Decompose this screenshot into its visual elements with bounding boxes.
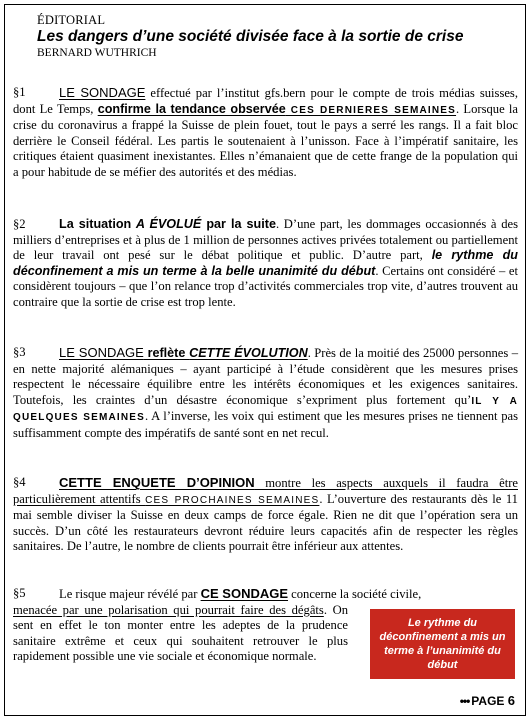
paragraph-number: §1 xyxy=(13,85,26,99)
lead-phrase: par la suite xyxy=(206,217,276,231)
text-run: concerne la société civile, xyxy=(288,587,422,601)
lead-phrase: CE SONDAGE xyxy=(200,586,289,601)
text-run: . D’une part, les dommages occasionnés à des milliers d’entreprises et à plus de 1 million de personnes actives privées totalement ou partiellement de leur travail ont pesé sur le débat politique et public. D’autre part, xyxy=(13,217,518,263)
paragraph-number: §5 xyxy=(13,586,26,600)
paragraph-3 xyxy=(13,345,518,442)
paragraph-number: §4 xyxy=(13,475,26,489)
lead-phrase: CETTE ENQUETE D’OPINION xyxy=(59,475,255,490)
paragraph-text xyxy=(13,85,518,181)
paragraph-number: §2 xyxy=(13,217,26,231)
text-run: . A l’inverse, les voix qui estiment que les mesures prises ne tiennent pas suffisamment compte des impératifs de santé sont en net recul. xyxy=(13,409,518,440)
lead-phrase-italic: A ÉVOLUÉ xyxy=(131,217,207,231)
lead-phrase-italic: CETTE ÉVOLUTION xyxy=(189,346,308,360)
text-run: . L’ouverture des restaurants dès le 11 mai semble diviser la Suisse en deux camps de force égale. Rien ne dit que l’opération sera un succès. D’un côté les restaurateurs devront réduire leurs capacités afin de respecter les règles sanitaires. De l’autre, le nombre de clients pourrait être inférieur aux attentes. xyxy=(13,491,518,554)
article-header xyxy=(37,13,519,60)
paragraph-4 xyxy=(13,475,518,555)
text-run: effectué par l’institut gfs.bern pour le compte de trois médias suisses, dont Le Temps, xyxy=(13,86,518,116)
page-label: PAGE xyxy=(471,694,505,708)
text-run: . On sent en effet le ton monter entre les adeptes de la prudence sanitaire extrême et ceux qui souhaitent retrouver le plus rapidement possible une vie sociale et économique normale. xyxy=(13,602,348,664)
lead-phrase: La situation xyxy=(59,217,132,231)
caps-phrase: CES DERNIERES SEMAINES xyxy=(285,104,457,116)
page-reference xyxy=(460,693,515,708)
caps-phrase: CES PROCHAINES SEMAINES xyxy=(145,494,320,506)
article-page xyxy=(4,4,526,716)
section-kicker: ÉDITORIAL xyxy=(37,13,106,27)
lead-phrase: LE SONDAGE xyxy=(59,85,146,100)
paragraph-1 xyxy=(13,85,518,181)
lead-phrase: reflète xyxy=(143,346,190,360)
paragraph-text xyxy=(13,345,518,442)
emphasis-phrase: confirme la tendance observée xyxy=(97,101,286,116)
text-run: montre les aspects auxquels il faudra être particulièrement attentifs xyxy=(13,476,518,506)
emphasis-phrase: menacée par une polarisation qui pourrait faire des dégâts xyxy=(13,602,324,617)
paragraph-text xyxy=(13,217,518,311)
pull-quote-callout: Le rythme du déconfinement a mis un terme à l’unanimité du début xyxy=(370,609,515,679)
paragraph-text xyxy=(13,586,518,603)
page-number: 6 xyxy=(507,693,515,708)
text-run: . Certains ont considéré – et considèrent toujours – que l’on relance trop d’activités commerciales trop vite, d’autres trouvent au contraire que la sortie de crise est trop lente. xyxy=(13,263,519,309)
article-title: Les dangers d’une société divisée face à la sortie de crise xyxy=(37,28,464,45)
paragraph-number: §3 xyxy=(13,345,26,359)
caps-phrase: IL Y A QUELQUES SEMAINES xyxy=(13,395,518,424)
lead-phrase: LE SONDAGE xyxy=(59,345,144,360)
text-run: . Près de la moitié des 25000 personnes – en nette majorité alémaniques – ayant participé à l’étude considèrent que les mesures prises respectent le nécessaire équilibre entre les intérêts économiques et les exigences sanitaires. Toutefois, les craintes d’un désastre économique s’expriment plus fortement qu’ xyxy=(13,346,519,407)
paragraph-text-continued xyxy=(13,603,348,665)
emphasis-phrase: le rythme du déconfinement a mis un terme à la belle unanimité du début xyxy=(13,248,518,278)
text-run: . Lorsque la crise du coronavirus a frappé la Suisse de plein fouet, tout le pays a serré les rangs. Il a fait bloc derrière le Conseil fédéral. Les partis le soutenaient à l’unisson. Face à l’impératif sanitaire, les critiques étaient quasiment inexistantes. Elles n’émanaient que de cette frange de la population qui a pour habitude de se méfier des autorités et des médias. xyxy=(13,101,519,179)
paragraph-2 xyxy=(13,217,518,311)
author-byline: BERNARD WUTHRICH xyxy=(37,47,157,59)
paragraph-text xyxy=(13,475,518,555)
text-run: Le risque majeur révélé par xyxy=(59,587,201,601)
bullet-dots-icon: ••• xyxy=(459,694,470,708)
